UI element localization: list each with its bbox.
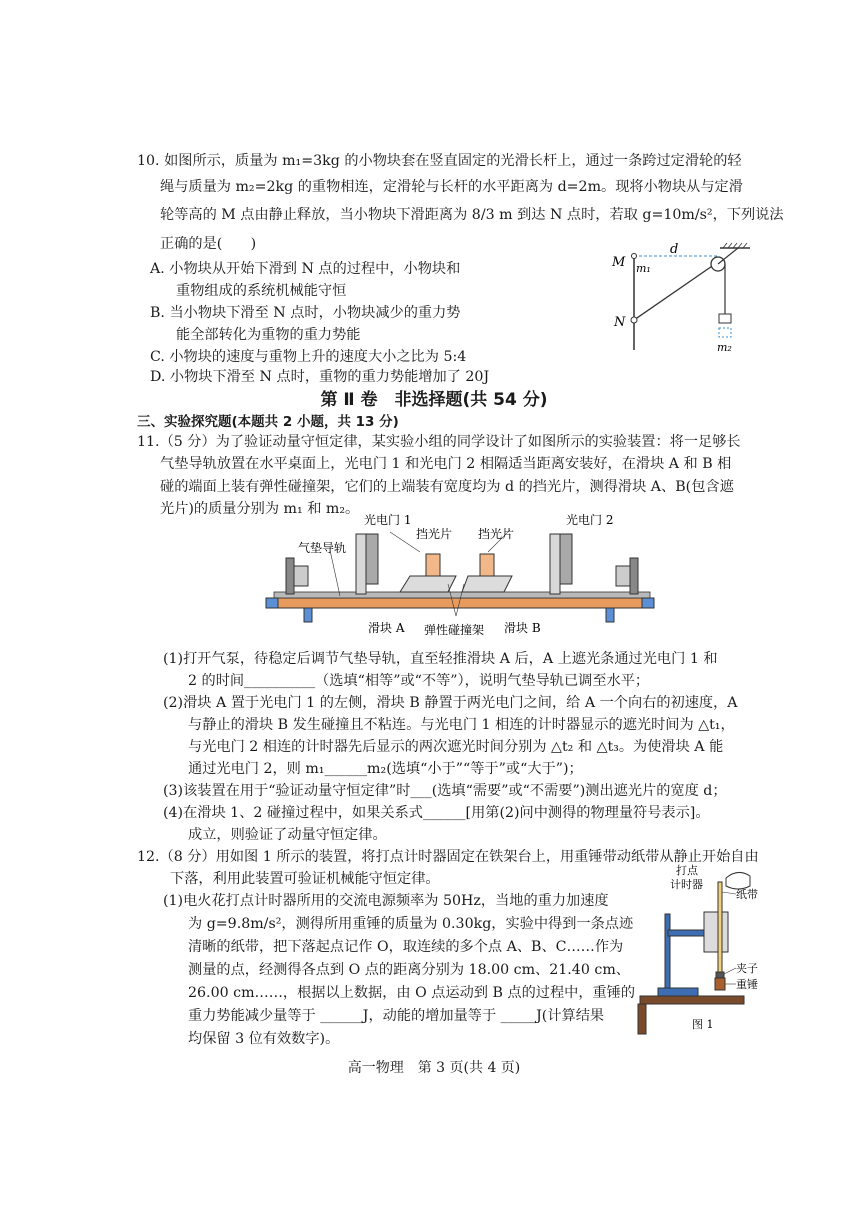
stand-rod (665, 914, 670, 988)
block-n-point (631, 317, 637, 323)
q10-option-b2: 能全部转化为重物的重力势能 (176, 327, 361, 343)
q11-p1a: (1)打开气泵，待稳定后调节气垫导轨，直至轻推滑块 A 后，A 上遮光条通过光电门 1 和 (163, 651, 718, 667)
q10-line4: 正确的是( ) (160, 236, 257, 252)
q12-line2: 下落，利用此装置可验证机械能守恒定律。 (170, 871, 440, 887)
section-ii-title: 第 Ⅱ 卷 非选择题(共 54 分) (320, 390, 548, 410)
q12-p1c: 清晰的纸带，把下落起点记作 O，取连续的多个点 A、B、C……作为 (188, 939, 624, 955)
weight-icon (715, 978, 725, 990)
block-m-point (632, 254, 637, 259)
air-track-figure (260, 512, 660, 642)
weight-block (719, 314, 731, 323)
page-footer: 高一物理 第 3 页(共 4 页) (347, 1060, 521, 1076)
q10-line2: 绳与质量为 m₂=2kg 的重物相连，定滑轮与长杆的水平距离为 d=2m。现将小物块从与定滑 (160, 179, 743, 195)
slider-a-label: 滑块 A (368, 621, 405, 635)
q11-p4b: 成立，则验证了动量守恒定律。 (188, 827, 387, 843)
q12-p1f: 重力势能减少量等于 ______J，动能的增加量等于 _____J(计算结果 (188, 1008, 605, 1024)
q10-option-d: D. 小物块下滑至 N 点时，重物的重力势能增加了 20J (150, 369, 490, 385)
paper-tape (718, 882, 722, 972)
tape-label: 纸带 (736, 888, 758, 901)
photogate-1-side (366, 534, 378, 584)
label-n: N (614, 315, 626, 330)
q11-p2c: 与光电门 2 相连的计时器先后显示的两次遮光时间分别为 △t₂ 和 △t₃。为使滑块 A 能 (188, 739, 724, 755)
left-stop (286, 558, 294, 594)
table-top (640, 996, 744, 1004)
weight-label: 重锤 (736, 978, 758, 991)
label-m2: m₂ (717, 341, 732, 354)
q11-p2d: 通过光电门 2，则 m₁______m₂(选填“小于”“等于”或“大于”)； (188, 761, 583, 777)
shade1-label: 挡光片 (416, 527, 453, 541)
slider-a (400, 576, 456, 592)
label-m1: m₁ (636, 262, 651, 275)
label-d: d (670, 242, 679, 257)
q10-option-a1: A. 小物块从开始下滑到 N 点的过程中，小物块和 (150, 261, 461, 277)
section-iii-title: 三、实验探究题(本题共 2 小题，共 13 分) (137, 414, 399, 430)
stand-base (658, 988, 698, 996)
q11-p1b: 2 的时间__________（选填“相等”或“不等”），说明气垫导轨已调至水平； (188, 673, 650, 689)
clip-label: 夹子 (736, 962, 758, 975)
photogate-2-side (560, 534, 572, 584)
left-stop-block (294, 566, 308, 586)
q11-p2a: (2)滑块 A 置于光电门 1 的左侧，滑块 B 静置于两光电门之间，给 A 一个向右的初速度，A (163, 695, 738, 711)
q11-line2: 气垫导轨放置在水平桌面上，光电门 1 和光电门 2 相隔适当距离安装好，在滑块 A 和 B 相 (160, 456, 732, 472)
q11-p2b: 与静止的滑块 B 发生碰撞且不粘连。与光电门 1 相连的计时器显示的遮光时间为 △t₁， (188, 717, 735, 733)
air-track-rail (274, 598, 650, 608)
rail-leg-right (606, 608, 614, 622)
q12-p1b: 为 g=9.8m/s²，测得所用重锤的质量为 0.30kg，实验中得到一条点迹 (188, 916, 634, 932)
rail-left-foot (266, 598, 278, 608)
photogate-1 (356, 534, 366, 594)
pulley-arm (718, 248, 738, 264)
q10-option-a2: 重物组成的系统机械能守恒 (176, 283, 347, 299)
shade2-label: 挡光片 (478, 527, 515, 541)
weight-ghost (719, 328, 731, 337)
q11-p3: (3)该装置在用于“验证动量守恒定律”时___(选填“需要”或“不需要”)测出遮光片的宽度 d； (163, 783, 727, 799)
rail-right-foot (642, 598, 654, 608)
gate1-label: 光电门 1 (364, 513, 412, 527)
bumper-label: 弹性碰撞架 (424, 623, 485, 637)
timer-body (704, 912, 728, 952)
figure-caption: 图 1 (692, 1018, 714, 1031)
q12-p1a: (1)电火花打点计时器所用的交流电源频率为 50Hz，当地的重力加速度 (163, 893, 609, 909)
q10-option-c: C. 小物块的速度与重物上升的速度大小之比为 5:4 (150, 349, 467, 365)
hand-icon (726, 872, 750, 889)
q12-line1: 12.（8 分）用如图 1 所示的装置，将打点计时器固定在铁架台上，用重锤带动纸带从静止开始自由 (137, 849, 759, 865)
q10-option-b1: B. 当小物块下滑至 N 点时，小物块减少的重力势 (150, 305, 461, 321)
q11-line3: 碰的端面上装有弹性碰撞架，它们的上端装有宽度均为 d 的挡光片，测得滑块 A、B(包含遮 (160, 479, 734, 495)
q10-line3: 轮等高的 M 点由静止释放，当小物块下滑距离为 8/3 m 到达 N 点时，若取 g=10m/s²，下列说法 (160, 207, 784, 223)
table-leg (638, 1004, 646, 1034)
q12-p1g: 均保留 3 位有效数字)。 (188, 1031, 340, 1047)
q11-line4: 光片)的质量分别为 m₁ 和 m₂。 (160, 501, 360, 517)
pulley-figure (600, 240, 760, 360)
gate2-label: 光电门 2 (566, 513, 614, 527)
right-stop-block (616, 566, 630, 586)
clip-icon (716, 972, 724, 978)
timer-label-1: 打点 (676, 864, 698, 877)
slider-b (462, 576, 512, 592)
q11-line1: 11.（5 分）为了验证动量守恒定律，某实验小组的同学设计了如图所示的实验装置：将一足够长 (137, 434, 741, 450)
q12-p1d: 测量的点，经测得各点到 O 点的距离分别为 18.00 cm、21.40 cm、 (188, 962, 630, 978)
rail-leg-left (304, 608, 312, 622)
q10-line1: 10. 如图所示，质量为 m₁=3kg 的小物块套在竖直固定的光滑长杆上，通过一条跨过定滑轮的轻 (137, 153, 742, 169)
label-m: M (612, 255, 626, 270)
timer-label-2: 计时器 (670, 878, 703, 891)
rail-label: 气垫导轨 (298, 541, 347, 555)
q11-p4a: (4)在滑块 1、2 碰撞过程中，如果关系式______[用第(2)问中测得的物理量符号表示]。 (163, 805, 710, 821)
slider-b-label: 滑块 B (504, 621, 541, 635)
right-stop (630, 558, 638, 594)
photogate-2 (550, 534, 560, 594)
q12-p1e: 26.00 cm……，根据以上数据，由 O 点运动到 B 点的过程中，重锤的 (188, 985, 636, 1001)
timer-stand-figure (636, 862, 766, 1038)
